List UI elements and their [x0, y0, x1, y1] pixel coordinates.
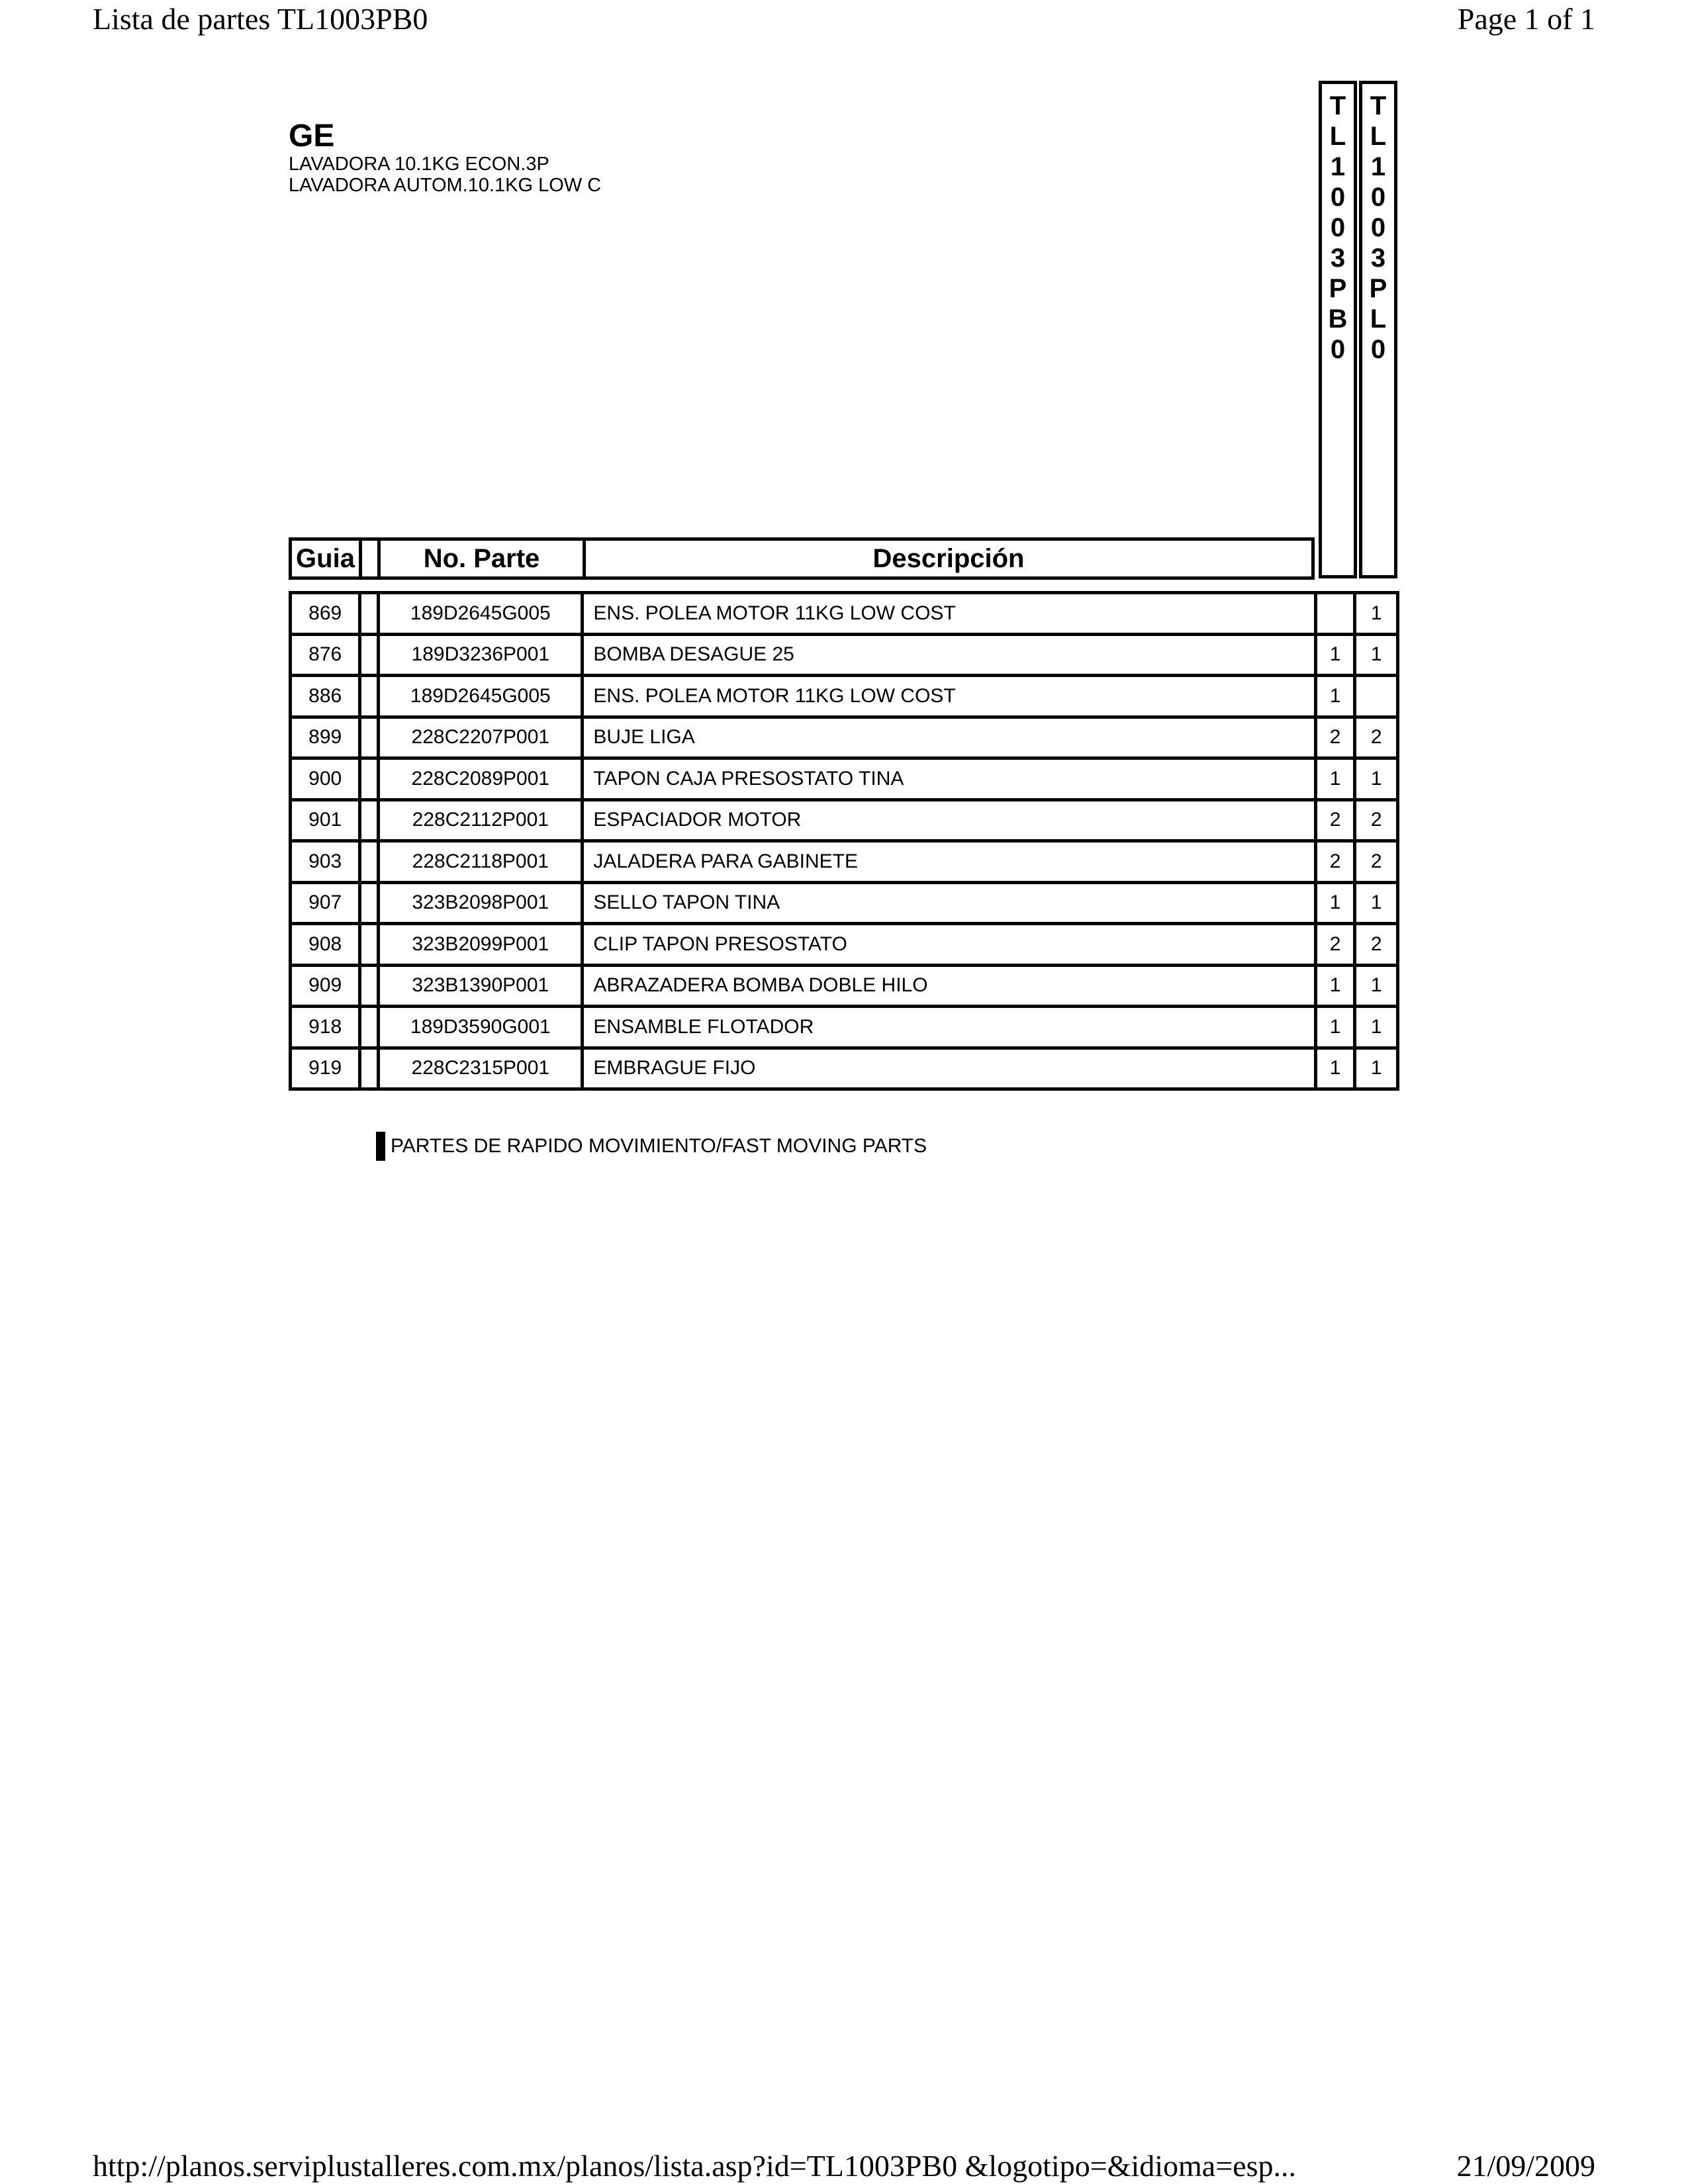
guia-cell: 900 [292, 760, 361, 798]
marker-cell [361, 1050, 380, 1088]
model-column-header-2 [1359, 81, 1397, 578]
part-number-cell: 323B1390P001 [380, 967, 584, 1005]
guia-cell: 886 [292, 677, 361, 715]
table-row [292, 594, 1396, 636]
model-column-label [1370, 84, 1387, 365]
guia-cell: 909 [292, 967, 361, 1005]
part-number-cell: 228C2118P001 [380, 842, 584, 881]
qty-model-1-cell: 1 [1317, 967, 1357, 1005]
qty-model-2-cell: 2 [1370, 933, 1382, 955]
label-char: 1 [1330, 152, 1346, 181]
header-part-number: No. Parte [381, 541, 586, 576]
brand-title: GE [289, 118, 335, 154]
qty-model-1-cell: 1 [1317, 677, 1357, 715]
label-char: T [1370, 91, 1387, 120]
marker-cell [361, 1008, 380, 1046]
description-cell: SELLO TAPON TINA [584, 884, 1317, 923]
marker-cell [361, 884, 380, 923]
marker-cell [361, 594, 380, 633]
header-description: Descripción [872, 543, 1025, 573]
table-row [292, 636, 1396, 678]
part-number-cell: 228C2315P001 [380, 1050, 584, 1088]
legend-text: PARTES DE RAPIDO MOVIMIENTO/FAST MOVING PARTS [391, 1135, 927, 1157]
label-char: 0 [1370, 183, 1386, 212]
model-line-1: LAVADORA 10.1KG ECON.3P [289, 154, 549, 175]
description-cell: ESPACIADOR MOTOR [584, 801, 1317, 840]
guia-cell: 908 [292, 925, 361, 964]
qty-model-2-cell: 2 [1370, 726, 1382, 749]
qty-model-2-cell: 1 [1370, 1015, 1382, 1038]
guia-cell: 907 [292, 884, 361, 923]
qty-model-1-cell: 1 [1317, 636, 1357, 674]
marker-cell [361, 801, 380, 840]
qty-model-2-cell: 2 [1370, 809, 1382, 831]
marker-cell [361, 719, 380, 757]
guia-cell: 899 [292, 719, 361, 757]
guia-cell: 876 [292, 636, 361, 674]
label-char: P [1369, 274, 1387, 303]
part-number-cell: 189D3590G001 [380, 1008, 584, 1046]
table-header [289, 537, 1315, 580]
label-char: T [1329, 91, 1346, 120]
label-char: L [1329, 122, 1346, 151]
qty-model-2-cell: 1 [1370, 643, 1382, 666]
label-char: 0 [1370, 213, 1386, 242]
part-number-cell: 228C2112P001 [380, 801, 584, 840]
table-row [292, 842, 1396, 884]
description-cell: ENS. POLEA MOTOR 11KG LOW COST [584, 594, 1317, 633]
qty-model-1-cell: 2 [1317, 925, 1357, 964]
qty-model-1-cell: 2 [1317, 719, 1357, 757]
description-cell: ABRAZADERA BOMBA DOBLE HILO [584, 967, 1317, 1005]
qty-model-2-cell: 1 [1370, 1057, 1382, 1079]
table-row [292, 760, 1396, 801]
part-number-cell: 228C2207P001 [380, 719, 584, 757]
description-cell: JALADERA PARA GABINETE [584, 842, 1317, 881]
marker-cell [361, 636, 380, 674]
model-column-header-1 [1319, 81, 1357, 578]
guia-cell: 919 [292, 1050, 361, 1088]
label-char: 0 [1330, 183, 1346, 212]
label-char: B [1328, 304, 1348, 334]
part-number-cell: 189D2645G005 [380, 594, 584, 633]
description-cell: TAPON CAJA PRESOSTATO TINA [584, 760, 1317, 798]
guia-cell: 903 [292, 842, 361, 881]
description-cell: CLIP TAPON PRESOSTATO [584, 925, 1317, 964]
marker-cell [361, 677, 380, 715]
guia-cell: 901 [292, 801, 361, 840]
print-header-page: Page 1 of 1 [1457, 2, 1595, 36]
part-number-cell: 189D3236P001 [380, 636, 584, 674]
label-char: 0 [1330, 213, 1346, 242]
marker-cell [361, 925, 380, 964]
label-char: P [1329, 274, 1347, 303]
qty-model-1-cell: 2 [1317, 842, 1357, 881]
part-number-cell: 228C2089P001 [380, 760, 584, 798]
label-char: 1 [1370, 152, 1386, 181]
part-number-cell: 189D2645G005 [380, 677, 584, 715]
parts-table [289, 591, 1399, 1091]
qty-model-2-cell: 1 [1370, 974, 1382, 997]
print-footer-date: 21/09/2009 [1456, 2149, 1595, 2183]
part-number-cell: 323B2098P001 [380, 884, 584, 923]
label-char: L [1370, 304, 1387, 334]
qty-model-2-cell: 1 [1370, 602, 1382, 624]
model-column-label [1329, 84, 1348, 365]
marker-cell [361, 967, 380, 1005]
table-row [292, 1008, 1396, 1050]
label-char: 0 [1330, 335, 1346, 364]
qty-model-2-cell: 2 [1370, 850, 1382, 872]
table-row [292, 884, 1396, 926]
table-row [292, 719, 1396, 760]
qty-model-1-cell: 1 [1317, 1008, 1357, 1046]
table-row [292, 925, 1396, 967]
print-footer-url: http://planos.serviplustalleres.com.mx/planos/lista.asp?id=TL1003PB0 &logotipo=&idioma=esp... [93, 2149, 1296, 2183]
label-char: 3 [1330, 244, 1346, 273]
label-char: 3 [1370, 244, 1386, 273]
description-cell: EMBRAGUE FIJO [584, 1050, 1317, 1088]
fast-moving-marker-icon [376, 1132, 385, 1161]
header-marker [362, 541, 381, 576]
qty-model-1-cell: 1 [1317, 884, 1357, 923]
qty-model-2-cell: 1 [1370, 767, 1382, 790]
qty-model-1-cell: 1 [1317, 1050, 1357, 1088]
qty-model-2-cell [1356, 677, 1396, 715]
marker-cell [361, 760, 380, 798]
description-cell: BUJE LIGA [584, 719, 1317, 757]
description-cell: BOMBA DESAGUE 25 [584, 636, 1317, 674]
model-line-2: LAVADORA AUTOM.10.1KG LOW C [289, 175, 602, 196]
guia-cell: 918 [292, 1008, 361, 1046]
qty-model-1-cell [1317, 594, 1357, 633]
description-cell: ENSAMBLE FLOTADOR [584, 1008, 1317, 1046]
qty-model-1-cell: 1 [1317, 760, 1357, 798]
header-guia: Guia [292, 541, 362, 576]
table-row [292, 1050, 1396, 1088]
legend [376, 1132, 927, 1161]
description-cell: ENS. POLEA MOTOR 11KG LOW COST [584, 677, 1317, 715]
print-header-title: Lista de partes TL1003PB0 [93, 2, 428, 36]
label-char: 0 [1370, 335, 1386, 364]
qty-model-1-cell: 2 [1317, 801, 1357, 840]
label-char: L [1370, 122, 1387, 151]
part-number-cell: 323B2099P001 [380, 925, 584, 964]
table-row [292, 677, 1396, 719]
qty-model-2-cell: 1 [1370, 891, 1382, 914]
guia-cell: 869 [292, 594, 361, 633]
marker-cell [361, 842, 380, 881]
table-row [292, 801, 1396, 843]
table-row [292, 967, 1396, 1009]
